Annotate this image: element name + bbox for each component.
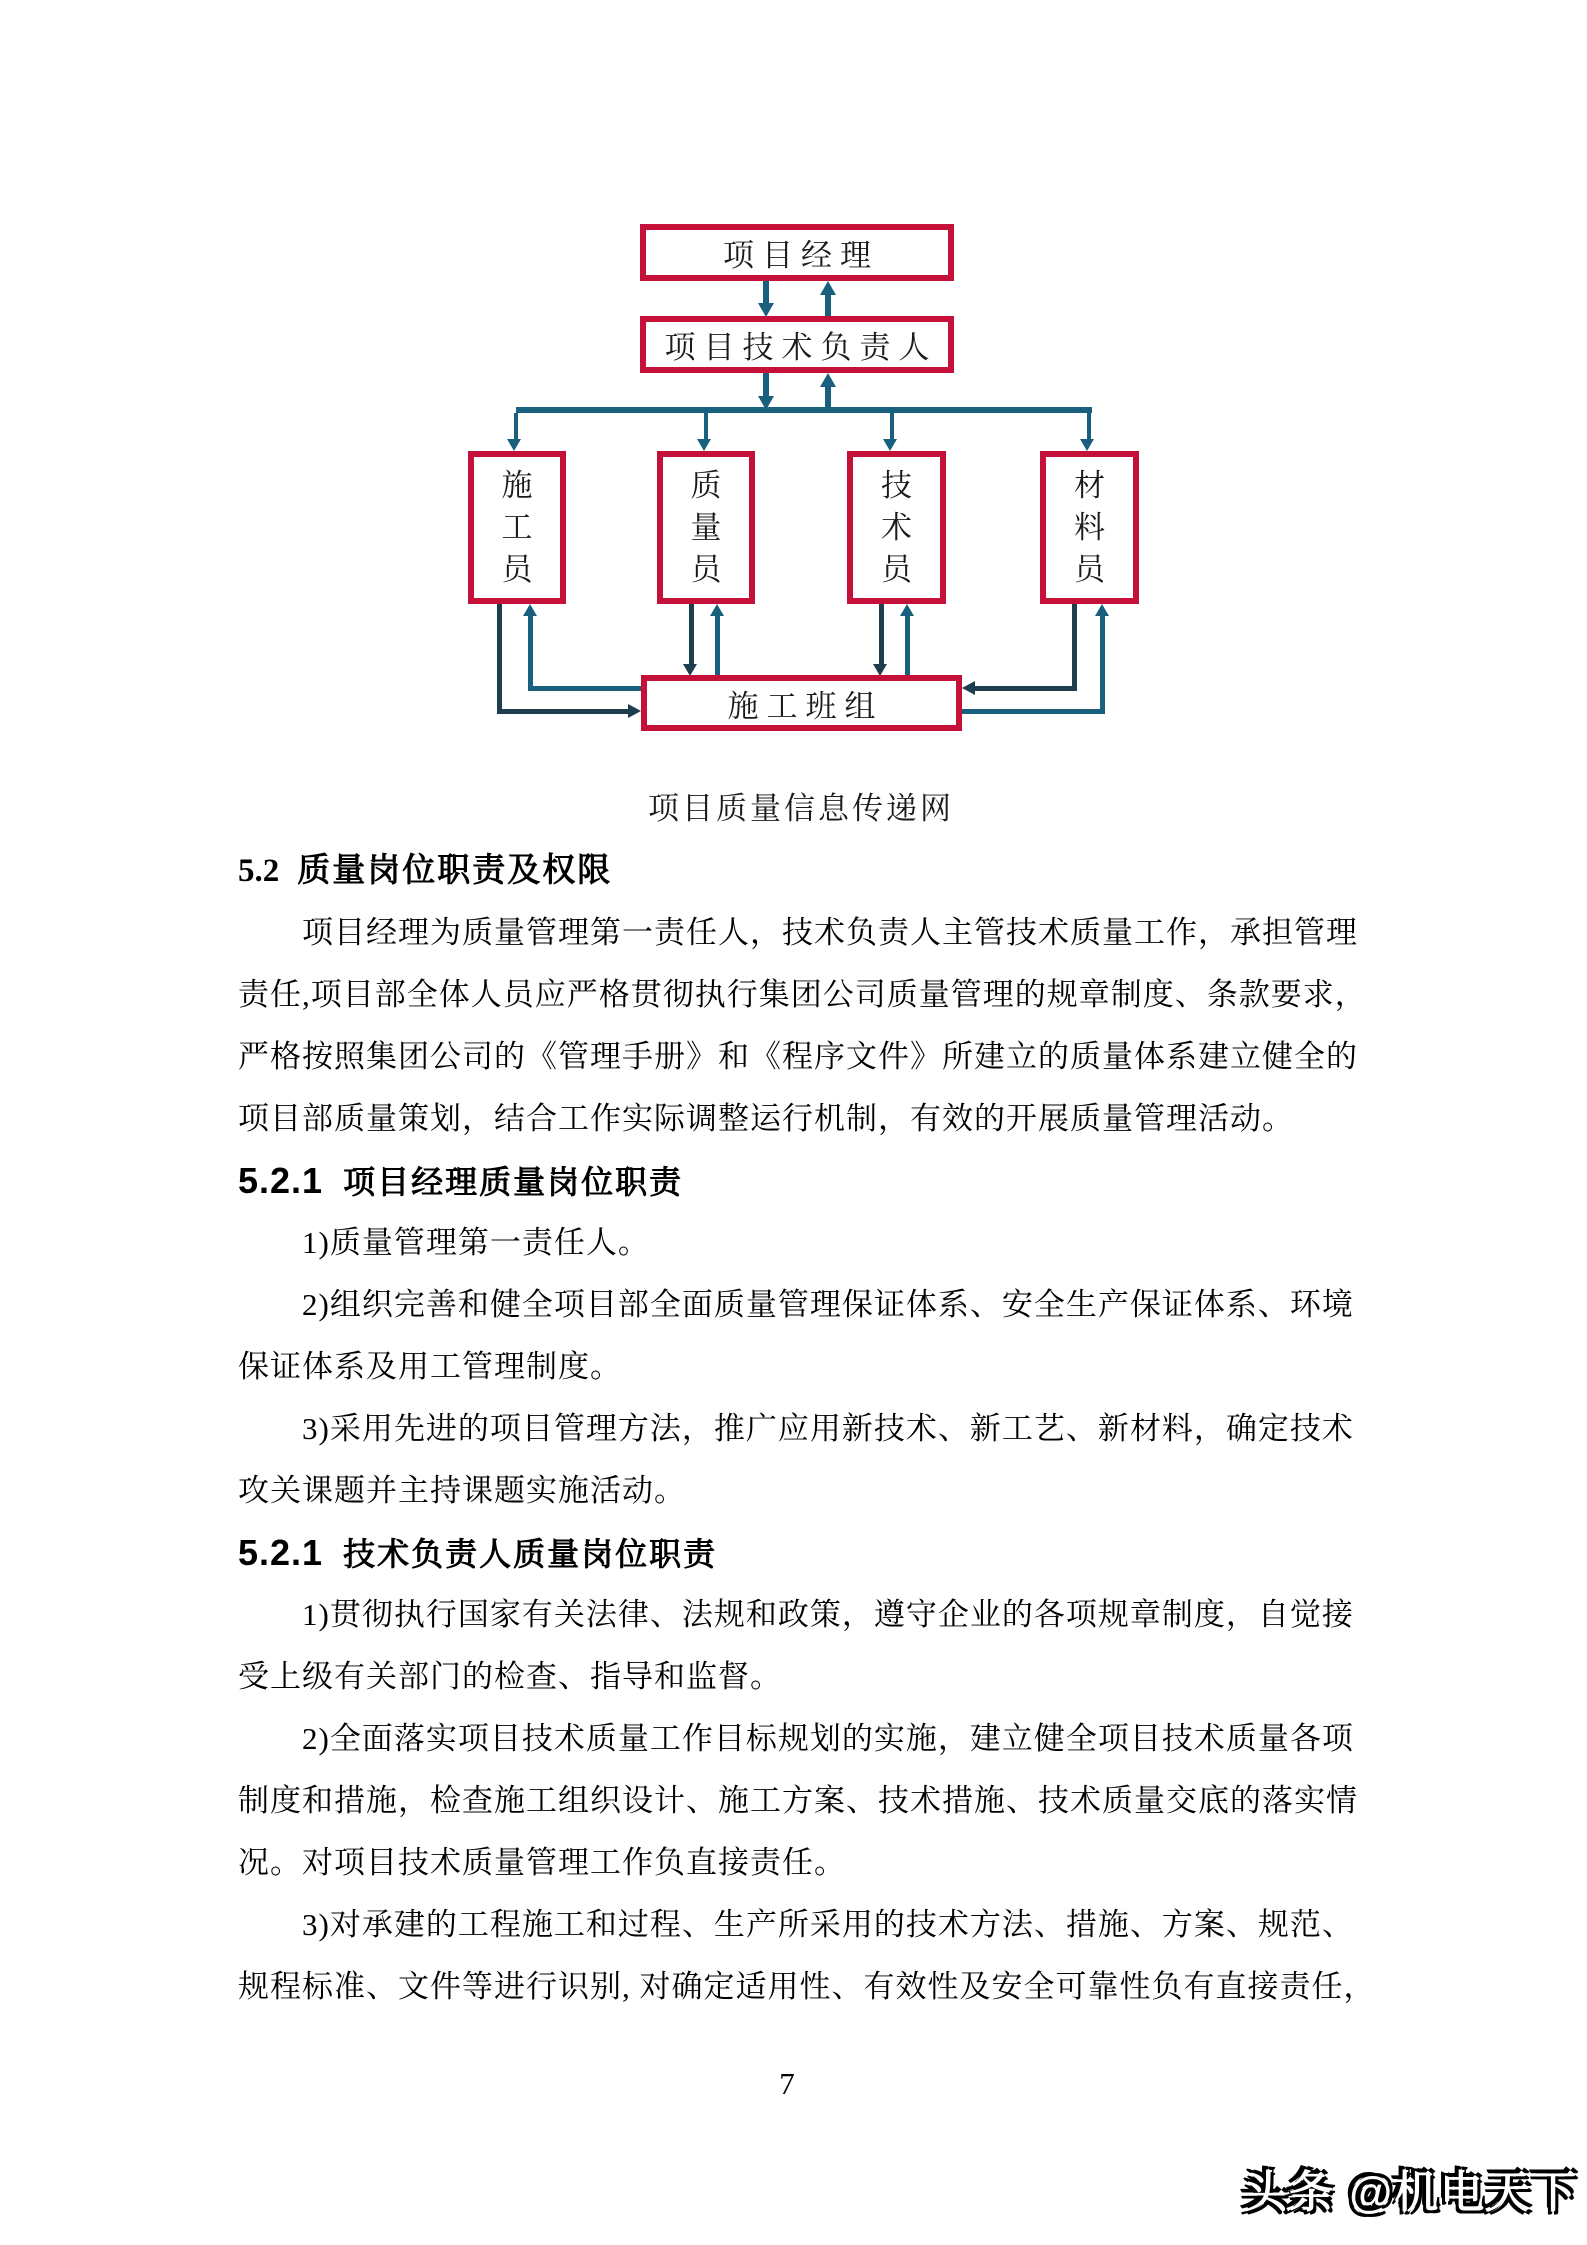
paragraph-line: 项目经理为质量管理第一责任人，技术负责人主管技术质量工作，承担管理 (302, 915, 1358, 950)
node-label: 施工员 (501, 467, 533, 587)
node-technician (847, 451, 946, 604)
page-number: 7 (779, 2066, 795, 2101)
list-item-line: 2)组织完善和健全项目部全面质量管理保证体系、安全生产保证体系、环境 (302, 1287, 1354, 1322)
arrow-down-icon (883, 439, 897, 451)
list-item-line: 3)对承建的工程施工和过程、生产所采用的技术方法、措施、方案、规范、 (302, 1907, 1354, 1942)
list-item-line: 1)贯彻执行国家有关法律、法规和政策，遵守企业的各项规章制度，自觉接 (302, 1597, 1354, 1632)
watermark: 头条 @机电天下 (1243, 2168, 1579, 2217)
diagram-caption: 项目质量信息传递网 (648, 791, 954, 826)
flow-line (879, 604, 884, 665)
arrow-down-icon (507, 439, 521, 451)
paragraph-line: 责任,项目部全体人员应严格贯彻执行集团公司质量管理的规章制度、条款要求， (238, 977, 1367, 1012)
arrow-up-icon (820, 373, 836, 387)
list-item-line: 1)质量管理第一责任人。 (302, 1225, 650, 1260)
flow-line (763, 281, 769, 305)
node-label: 技术员 (881, 467, 912, 587)
arrow-left-icon (962, 681, 975, 695)
flow-line (975, 686, 1075, 691)
flow-line (497, 604, 502, 714)
section-heading-5-2-1-a (238, 1150, 1368, 1212)
flow-line (497, 709, 628, 714)
flow-line (1072, 604, 1077, 691)
section-number: 5.2.1 (238, 1532, 324, 1573)
arrow-up-icon (820, 281, 836, 295)
arrow-down-icon (1080, 439, 1094, 451)
document-body (238, 840, 1376, 2018)
list-item-line: 受上级有关部门的检查、指导和监督。 (238, 1659, 782, 1694)
flow-line (890, 413, 894, 440)
list-item-line: 制度和措施，检查施工组织设计、施工方案、技术措施、技术质量交底的落实情 (238, 1783, 1358, 1818)
node-material-clerk (1040, 451, 1139, 604)
flow-line (689, 604, 694, 665)
flow-line (825, 386, 831, 408)
paragraph-line: 严格按照集团公司的《管理手册》和《程序文件》所建立的质量体系建立健全的 (238, 1039, 1358, 1074)
list-item-line: 3)采用先进的项目管理方法，推广应用新技术、新工艺、新材料，确定技术 (302, 1411, 1354, 1446)
flow-line (704, 413, 708, 440)
arrow-down-icon (758, 303, 774, 317)
list-item-line: 2)全面落实项目技术质量工作目标规划的实施，建立健全项目技术质量各项 (302, 1721, 1354, 1756)
arrow-up-icon (900, 604, 914, 616)
arrow-up-icon (710, 604, 724, 616)
distribution-bus-line (516, 407, 1092, 413)
node-quality-inspector (657, 451, 755, 604)
arrow-up-icon (523, 604, 537, 616)
section-title: 项目经理质量岗位职责 (343, 1164, 684, 1200)
flow-line (905, 615, 910, 675)
section-number: 5.2.1 (238, 1160, 324, 1201)
list-item-line: 况。对项目技术质量管理工作负直接责任。 (238, 1845, 846, 1880)
node-label: 材料员 (1074, 467, 1105, 587)
node-project-manager: 项目经理 (640, 224, 954, 281)
paragraph-line: 项目部质量策划，结合工作实际调整运行机制，有效的开展质量管理活动。 (238, 1101, 1294, 1136)
section-title: 质量岗位职责及权限 (297, 853, 613, 889)
section-title: 技术负责人质量岗位职责 (343, 1536, 718, 1572)
flow-line (514, 413, 518, 440)
flow-line (962, 709, 1102, 714)
node-label: 质量员 (690, 467, 722, 587)
node-technical-leader: 项目技术负责人 (640, 316, 954, 373)
flow-line (1087, 413, 1091, 440)
quality-info-network-diagram (0, 0, 1587, 830)
list-item-line: 规程标准、文件等进行识别, 对确定适用性、有效性及安全可靠性负有直接责任， (238, 1969, 1376, 2004)
section-heading-5-2-1-b (238, 1522, 1368, 1584)
list-item-line: 保证体系及用工管理制度。 (238, 1349, 622, 1384)
arrow-down-icon (758, 396, 774, 410)
arrow-up-icon (1095, 604, 1109, 616)
flow-line (1100, 615, 1105, 714)
flow-line (715, 615, 720, 675)
flow-line (528, 615, 533, 691)
node-construction-team: 施工班组 (641, 675, 962, 731)
list-item-line: 攻关课题并主持课题实施活动。 (238, 1473, 686, 1508)
section-heading-5-2 (238, 840, 1368, 902)
arrow-right-icon (628, 704, 641, 718)
flow-line (528, 686, 641, 691)
flow-line (763, 373, 769, 397)
section-number: 5.2 (238, 853, 280, 889)
node-construction-worker (468, 451, 566, 604)
arrow-down-icon (697, 439, 711, 451)
flow-line (825, 294, 831, 317)
